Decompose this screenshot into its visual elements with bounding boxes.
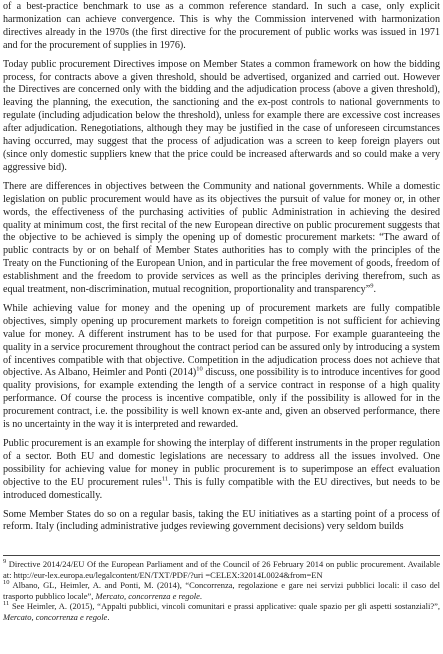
paragraph-member-states	[3, 509, 440, 535]
footnote-ref-11[interactable]: 11	[161, 475, 169, 483]
footnote-number: 11	[3, 600, 10, 608]
footnote-tail: .	[107, 611, 110, 622]
paragraph-harmonization	[3, 1, 440, 53]
paragraph-text: Public procurement is an example for showing the interplay of different instruments in the proper regulation of a sector. Both EU and domestic legislations are necessary to address all the issues involved. One possibility for achieving value for money in public procurement is to superimpose an effect evaluation objective to the EU procurement rules	[3, 438, 440, 488]
footnote-journal-title: Mercato, concorrenza e regole	[3, 611, 108, 622]
paragraph-text: While achieving value for money and the opening up of procurement markets are fully compatible objectives, simply opening up procurement markets to foreign competition is not sufficient for achieving value for money. A different instrument has to be used for that purpose. For example guaranteeing the quality in a service procurement throughout the contract period can be assured only by introducing a system of incentives compatible with that objective. Competition in the adjudication process does not achieve that objective. As Albano, Heimler and Ponti (2014)	[3, 302, 440, 379]
paragraph-text-tail: .	[373, 284, 376, 296]
footnote-journal-title: Mercato, concorrenza e regole	[95, 590, 200, 601]
paragraph-interplay-instruments	[3, 438, 440, 503]
paragraph-text: There are differences in objectives between the Community and national governments. While a domestic legislation on public procurement would have as its objectives the pursuit of value for money or, in other words, the effectiveness of the purchasing activities of public Administration in achieving the desired quality at minimum cost, the first recital of the new European directive on public procurement suggests that the objective to be achieved is simply the opening up of domestic procurement markets: “The award of public contracts by or on behalf of Member States authorities has to comply with the principles of the Treaty on the Functioning of the European Union, and in particular the free movement of goods, freedom of establishment and the freedom to provide services as well as the principles deriving therefrom, such as equal treatment, non-discrimination, mutual recognition, proportionality and transparency”	[3, 180, 440, 296]
footnote-number: 10	[3, 579, 10, 587]
paragraph-text: Today public procurement Directives impose on Member States a common framework on how the bidding process, for contracts above a given threshold, should be advertised, organized and carried out. However the Directives are concerned only with the bidding and the adjudication process (above a given threshold), leaving the planning, the execution, the sanctioning and the ex-post controls to national governments to regulate (including adjudication below the threshold), unless for example there are excessive cost increases after adjudication. Renegotiations, although they may be justified in the case of unforeseen circumstances having occurred, may suggest that the process of adjudication was a screen to keep foreign players out (since only domestic suppliers knew that the price could be increased afterwards and so could make a very aggressive bid).	[3, 58, 440, 173]
paragraph-directives-framework	[3, 59, 440, 175]
footnote-text: See Heimler, A. (2015), “Appalti pubblici, vincoli comunitari e prassi applicative: quale spazio per gli aspetti sostanziali?”,	[9, 601, 440, 612]
paragraph-text-tail: discuss, one possibility is to introduce incentives for good quality provisions, for example extending the length of a service contract in response of a high quality performance. Of course the process is incentive compatible, only if the possibility is allowed for in the procurement contract, i.e. the possibility is well known ex-ante and, given an observed performance, there is no uncertainty in the way it is interpreted and rewarded.	[3, 367, 440, 431]
paragraph-value-for-money	[3, 303, 440, 432]
paragraph-text: of a best-practice benchmark to use as a common reference standard. In such a case, only explicit harmonization can achieve convergence. This is why the Commission intervened with harmonization directives already in the 1970s (the first directive for the procurement of public works was issued in 1971 and for the procurement of supplies in 1976).	[3, 1, 440, 51]
footnotes-section	[3, 555, 440, 623]
footnote-10	[3, 580, 440, 601]
footnote-number: 9	[3, 558, 7, 566]
footnote-9	[3, 559, 440, 580]
footnote-ref-10[interactable]: 10	[196, 366, 203, 374]
paragraph-text: Some Member States do so on a regular basis, taking the EU initiatives as a starting point of a process of reform. Italy (including administrative judges reviewing government decisions) very seldom builds	[3, 508, 440, 533]
paragraph-objectives-differences	[3, 181, 440, 297]
footnote-text: Directive 2014/24/EU Of the European Parliament and of the Council of 26 February 2014 on public procurement. Available at: http://eur-lex.europa.eu/legalcontent/EN/TXT/PDF/?uri =CELEX:32014L0024&from=EN	[3, 559, 440, 580]
paragraph-text-tail: . This is fully compatible with the EU directives, but needs to be introduced domestically.	[3, 476, 440, 501]
footnote-11	[3, 601, 440, 622]
footnote-tail: .	[199, 590, 202, 601]
footnote-ref-9[interactable]: 9	[370, 282, 374, 290]
footnote-text: Albano, GL, Heimler, A. and Ponti, M. (2014), “Concorrenza, regolazione e gare nei servizi pubblici locali: il caso del trasporto pubblico locale”,	[3, 580, 440, 601]
